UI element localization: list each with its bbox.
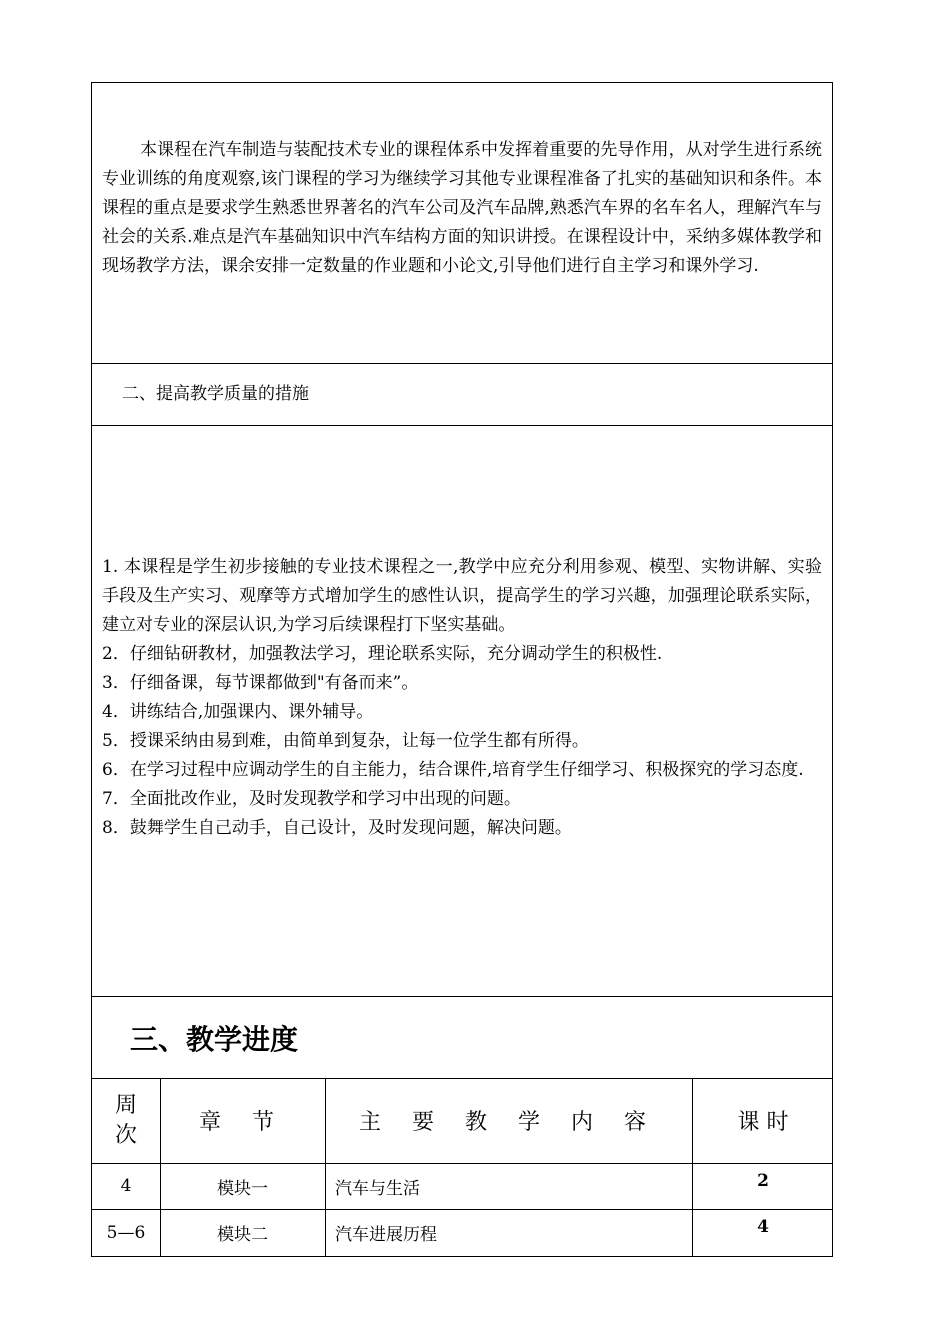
section3-title: 三、教学进度 [130, 1023, 299, 1056]
measures-list [102, 553, 822, 843]
header-week-line2: 次 [114, 1122, 137, 1148]
divider [92, 363, 832, 364]
measure-item: 2．仔细钻研教材，加强教法学习，理论联系实际，充分调动学生的积极性. [102, 644, 663, 664]
measure-item: 8．鼓舞学生自己动手，自己设计，及时发现问题，解决问题。 [102, 818, 572, 838]
row-content: 汽车进展历程 [335, 1225, 437, 1245]
divider [92, 996, 832, 997]
header-hours: 课 时 [737, 1110, 789, 1135]
header-content: 主 要 教 学 内 容 [359, 1110, 658, 1135]
row-hours: 2 [757, 1171, 769, 1191]
header-week [92, 1078, 160, 1163]
measure-item: 7．全面批改作业，及时发现教学和学习中出现的问题。 [102, 789, 521, 809]
divider [92, 425, 832, 426]
measure-item: 5．授课采纳由易到难，由简单到复杂，让每一位学生都有所得。 [102, 731, 589, 751]
row-week: 4 [120, 1176, 132, 1196]
measure-item: 1. 本课程是学生初步接触的专业技术课程之一,教学中应充分利用参观、模型、实物讲解、实验手段及生产实习、观摩等方式增加学生的感性认识，提高学生的学习兴趣，加强理论联系实际，建立对专业的深层认识,为学习后续课程打下坚实基础。 [102, 557, 822, 635]
row-week: 5—6 [106, 1222, 146, 1243]
section2-title: 二、提高教学质量的措施 [122, 384, 309, 404]
measure-item: 3．仔细备课，每节课都做到"有备而来”。 [102, 673, 419, 693]
measure-item: 4．讲练结合,加强课内、课外辅导。 [102, 702, 374, 722]
row-content: 汽车与生活 [335, 1178, 420, 1199]
intro-paragraph: 本课程在汽车制造与装配技术专业的课程体系中发挥着重要的先导作用，从对学生进行系统专业训练的角度观察,该门课程的学习为继续学习其他专业课程准备了扎实的基础知识和条件。本课程的重点是要求学生熟悉世界著名的汽车公司及汽车品牌,熟悉汽车界的名车名人，理解汽车与社会的关系.难点是汽车基础知识中汽车结构方面的知识讲授。在课程设计中，采纳多媒体教学和现场教学方法，课余安排一定数量的作业题和小论文,引导他们进行自主学习和课外学习. [102, 140, 822, 276]
row-hours: 4 [757, 1217, 769, 1237]
header-week-line1: 周 [114, 1092, 137, 1118]
document-table [91, 82, 833, 1257]
row-chapter: 模块二 [217, 1225, 268, 1245]
measure-item: 6．在学习过程中应调动学生的自主能力，结合课件,培育学生仔细学习、积极探究的学习态度. [102, 760, 804, 780]
row-chapter: 模块一 [217, 1178, 268, 1199]
header-chapter: 章 节 [199, 1110, 286, 1135]
